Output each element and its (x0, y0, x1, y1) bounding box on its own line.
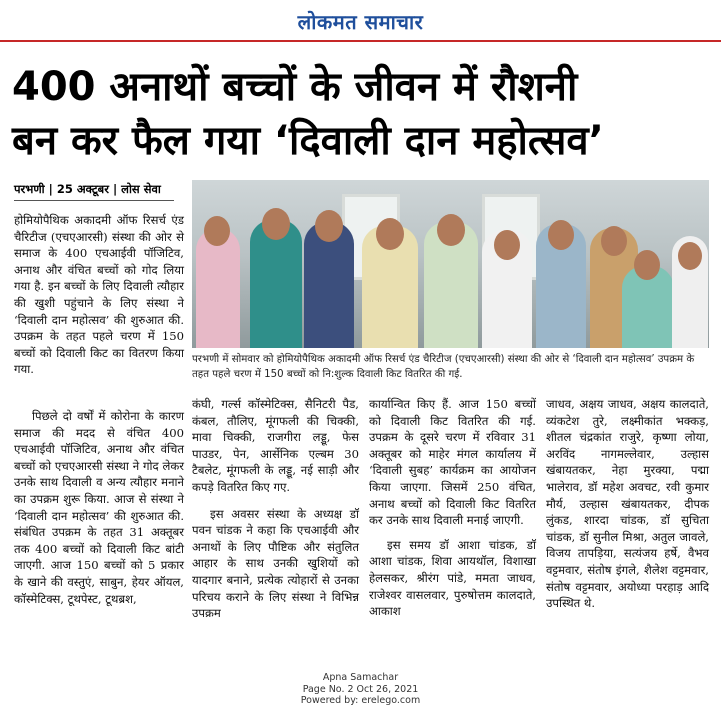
body-paragraph: कंघी, गर्ल्स कॉस्मेटिक्स, सैनिटरी पैड, कंबल, तौलिए, मूंगफली की चिक्की, मावा चिक्की, राजगीरा लड्डू, फेस पाउडर, पेन, आर्सेनिक एल्बम 30 टैबलेट, मूंगफली के लड्डू, नई साड़ी और कपड़े वितरित किए गए. (192, 397, 359, 494)
photo-person-head (315, 210, 343, 242)
body-column-2 (192, 396, 359, 622)
body-paragraph: पिछले दो वर्षों में कोरोना के कारण समाज की मदद से वंचित 400 एचआईवी पॉजिटिव, अनाथ और वंचित बच्चों को एचएआरसी संस्था ने गोद लेकर उनके साथ दिवाली व अन्य त्यौहार मनाने का उपक्रम शुरू किया. आज से संस्था ने ‘दिवाली दान महोत्सव’ की शुरुआत की. संबंधित उपक्रम के तहत 31 अक्तूबर तक 400 बच्चों को दिवाली किट बांटी जाएगी. आज 150 बच्चों को 5 प्रकार के खाने की वस्तुएं, साबुन, हेयर ऑयल, कॉस्मेटिक्स, टूथपेस्ट, टूथब्रश, (14, 409, 184, 606)
photo-person-head (262, 208, 290, 240)
headline-line-2: बन कर फैल गया ‘दिवाली दान महोत्सव’ (12, 118, 604, 164)
body-paragraph: इस अवसर संस्था के अध्यक्ष डॉ पवन चांडक ने कहा कि एचआईवी और अनाथों के लिए पौष्टिक और संतुलित आहार के साथ उनकी खुशियों को यादगार बनाने, प्रत्येक त्योहारों से उनका परिचय कराने के लिए संस्था ने विभिन्न उपक्रम (192, 506, 359, 621)
body-column-1 (14, 408, 184, 607)
photo-person-head (678, 242, 702, 270)
body-column-4 (546, 396, 709, 612)
footer-powered-by: Powered by: erelego.com (300, 695, 421, 706)
dateline: परभणी | 25 अक्टूबर | लोस सेवा (14, 182, 161, 196)
headline-line-1: 400 अनाथों बच्चों के जीवन में रौशनी (12, 64, 578, 110)
dateline-rule (14, 200, 174, 201)
body-paragraph: जाधव, अक्षय जाधव, अक्षय कालदाते, व्यंकटेश तुरे, लक्ष्मीकांत भक्कड़, शीतल चंद्रकांत राजुरे, कृष्णा लोया, अरविंद नागमल्लेवार, उल्हास खंबायतकर, नेहा मुरक्या, पद्मा भालेराव, डॉ महेश अवचट, रवी कुमार मौर्य, उल्हास खंबायतकर, दीपक लुंकड, शारदा चांडक, डॉ सुचिता चांडक, डॉ सुनील मिश्रा, अतुल जावले, विजय तापड़िया, सत्यंजय हर्षे, वैभव वट्टमवार, संतोष इंगले, शैलेश वट्टमवार, संतोष वट्टमवार, अयोध्या परहाड़ आदि उपस्थित थे. (546, 397, 709, 611)
body-paragraph: कार्यान्वित किए हैं. आज 150 बच्चों को दिवाली किट वितरित की गई. उपक्रम के दूसरे चरण में रविवार 31 अक्तूबर को माहेर मंगल कार्यालय में ‘दिवाली सुबह’ कार्यक्रम का आयोजन किया जाएगा. जिसमें 250 वंचित, अनाथ बच्चों को दिवाली किट वितरित कर उनके साथ दिवाली मनाई जाएगी. (369, 397, 536, 528)
photo-person-head (601, 226, 627, 256)
photo-person-head (204, 216, 230, 246)
event-photo (192, 180, 709, 348)
photo-person-head (437, 214, 465, 246)
headline (12, 60, 712, 168)
photo-person-head (494, 230, 520, 260)
body-paragraph: इस समय डॉ आशा चांडक, डॉ आशा चांडक, शिवा आयथॉल, विशाखा हेलसकर, श्रीरंग पांडे, ममता जाधव, राजेश्वर वासलवार, पुरुषोत्तम कालदाते, आकाश (369, 537, 536, 619)
photo-person-head (376, 218, 404, 250)
photo-person (196, 228, 240, 348)
photo-person-head (548, 220, 574, 250)
body-column-3 (369, 396, 536, 620)
page-footer (0, 672, 721, 707)
masthead-rule (0, 40, 721, 42)
footer-publication: Apna Samachar (322, 672, 399, 683)
masthead (0, 0, 721, 44)
photo-caption: परभणी में सोमवार को होमियोपैथिक अकादमी ऑफ रिसर्च एंड चैरिटीज (एचएआरसी) संस्था की ओर से ‘दिवाली दान महोत्सव’ उपक्रम के तहत पहले चरण में 150 बच्चों को नि:शुल्क दिवाली किट वितरित की गई. (192, 354, 695, 380)
photo-person-head (634, 250, 660, 280)
footer-page-info: Page No. 2 Oct 26, 2021 (302, 683, 419, 695)
intro-paragraph: होमियोपैथिक अकादमी ऑफ रिसर्च एंड चैरिटीज (एचएआरसी) संस्था की ओर से समाज के 400 एचआईवी पॉजिटिव, अनाथ और वंचित बच्चों को गोद लिया गया है. इन बच्चों के लिए दिवाली त्यौहार की खुशी पहुंचाने के लिए संस्था ने ‘दिवाली दान महोत्सव’ की शुरुआत की. उपक्रम के तहत पहले चरण में 150 बच्चों को दिवाली किट का वितरण किया गया. (14, 213, 184, 377)
intro-column (14, 212, 184, 378)
newspaper-logo: लोकमत समाचार (297, 10, 424, 34)
